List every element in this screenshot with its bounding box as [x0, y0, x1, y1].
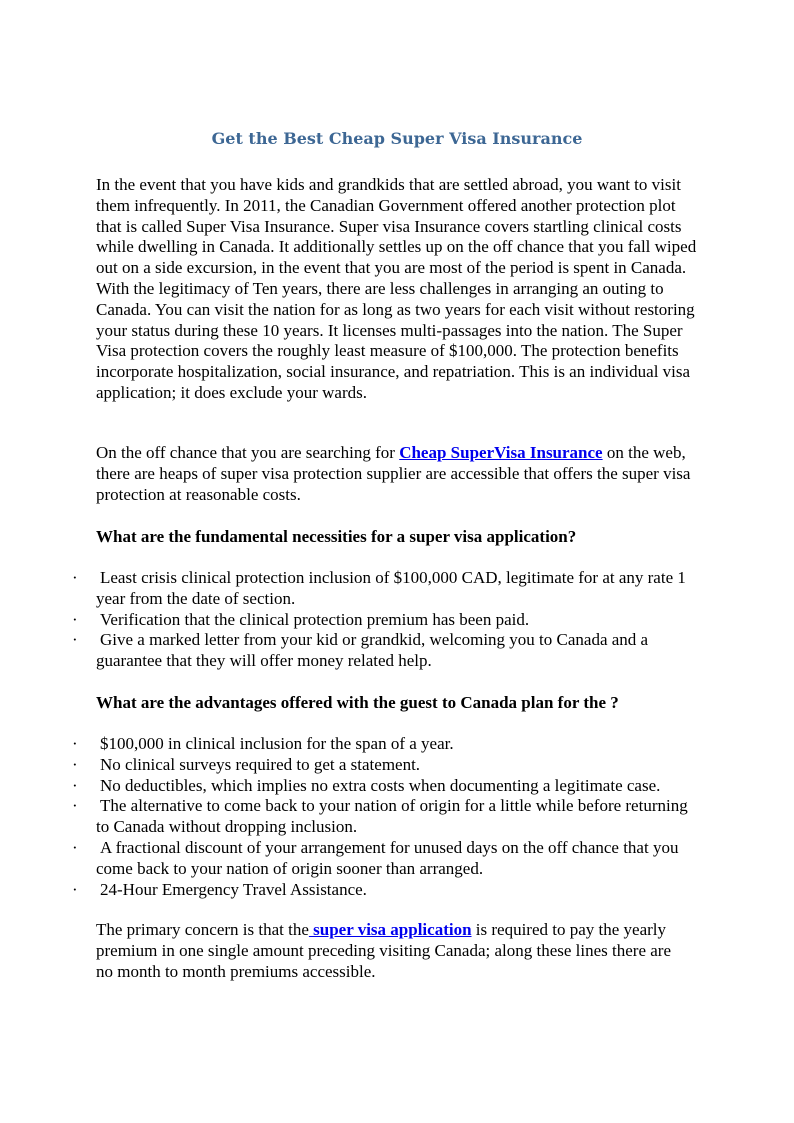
advantages-heading: What are the advantages offered with the guest to Canada plan for the ?: [96, 693, 619, 712]
list-item-text: The alternative to come back to your nation of origin for a little while before returning to Canada without dropping inclusion.: [96, 796, 688, 837]
requirements-list: [0, 568, 794, 672]
conclusion-paragraph-text-before: The primary concern is that the: [96, 920, 309, 939]
list-item: [0, 796, 794, 838]
bullet-marker: ·: [72, 837, 78, 857]
cheap-supervisa-insurance-link[interactable]: Cheap SuperVisa Insurance: [399, 443, 603, 462]
list-item: [0, 734, 794, 755]
search-paragraph-text-before: On the off chance that you are searching for: [96, 443, 400, 462]
advantages-list: [0, 734, 794, 900]
search-paragraph-text-after: on the web, there are heaps of super visa protection supplier are accessible that offers the super visa protection at reasonable costs.: [96, 443, 691, 504]
document-title: Get the Best Cheap Super Visa Insurance: [211, 129, 583, 148]
bullet-marker: ·: [72, 775, 78, 795]
search-paragraph: [96, 443, 692, 505]
list-item: [0, 776, 794, 797]
list-item: [0, 755, 794, 776]
list-item: [0, 568, 794, 610]
super-visa-application-link[interactable]: super visa application: [308, 920, 472, 939]
list-item: [0, 630, 794, 672]
requirements-heading: What are the fundamental necessities for a super visa application?: [96, 527, 577, 546]
list-item: [0, 838, 794, 880]
bullet-marker: ·: [72, 754, 78, 774]
bullet-marker: ·: [72, 568, 78, 587]
list-item-text: $100,000 in clinical inclusion for the span of a year.: [100, 734, 454, 753]
conclusion-paragraph-text-after: is required to pay the yearly premium in one single amount preceding visiting Canada; along these lines there are no month to month premiums accessible.: [96, 920, 672, 981]
list-item-text: Verification that the clinical protection premium has been paid.: [100, 609, 530, 629]
bullet-marker: ·: [72, 609, 78, 629]
list-item-text: Give a marked letter from your kid or grandkid, welcoming you to Canada and a guarantee that they will offer money related help.: [96, 630, 649, 671]
list-item-text: No clinical surveys required to get a statement.: [100, 754, 421, 774]
bullet-marker: ·: [72, 796, 78, 816]
list-item-text: 24-Hour Emergency Travel Assistance.: [100, 879, 367, 899]
list-item-text: A fractional discount of your arrangement for unused days on the off chance that you come back to your nation of origin sooner than arranged.: [96, 837, 679, 878]
bullet-marker: ·: [72, 879, 78, 899]
conclusion-paragraph: [96, 920, 692, 982]
bullet-marker: ·: [72, 734, 78, 753]
list-item: [0, 880, 794, 901]
intro-paragraph: In the event that you have kids and grandkids that are settled abroad, you want to visit them infrequently. In 2011, the Canadian Government offered another protection plot that is called Super Visa Insurance. Super visa Insurance covers startling clinical costs while dwelling in Canada. It additionally settles up on the off chance that you fall wiped out on a side excursion, in the event that you are most of the period is spent in Canada. With the legitimacy of Ten years, there are less challenges in arranging an outing to Canada. You can visit the nation for as long as two years for each visit without restoring your status during these 10 years. It licenses multi-passages into the nation. The Super Visa protection covers the roughly least measure of $100,000. The protection benefits incorporate hospitalization, social insurance, and repatriation. This is an individual visa application; it does exclude your wards.: [96, 175, 697, 402]
list-item-text: No deductibles, which implies no extra costs when documenting a legitimate case.: [100, 775, 661, 795]
list-item: [0, 610, 794, 631]
list-item-text: Least crisis clinical protection inclusion of $100,000 CAD, legitimate for at any rate 1 year from the date of section.: [96, 568, 686, 608]
bullet-marker: ·: [72, 630, 78, 650]
